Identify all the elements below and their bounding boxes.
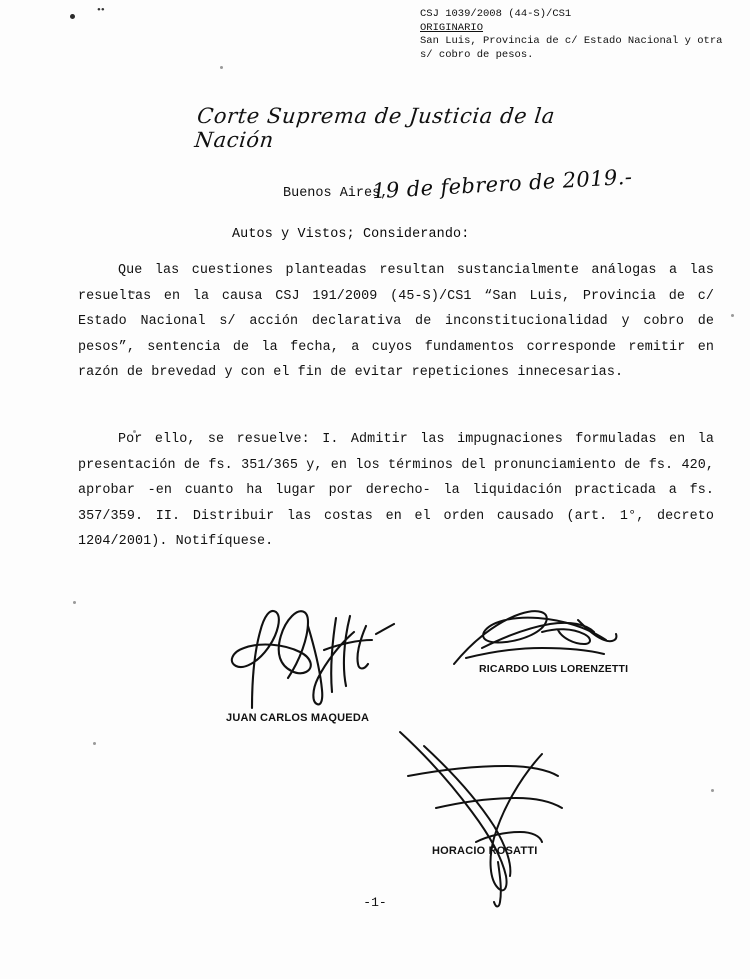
- handwritten-signature-maqueda: [208, 586, 428, 726]
- case-caption: [420, 8, 722, 62]
- scan-artifact-mark: •‍•: [97, 4, 105, 16]
- caption-case-number: CSJ 1039/2008 (44-S)/CS1: [420, 8, 572, 20]
- handwritten-date: 19 de febrero de 2019.-: [371, 164, 633, 204]
- opening-formula: Autos y Vistos; Considerando:: [232, 227, 470, 242]
- scan-artifact-mark: [70, 14, 75, 19]
- caption-kind: ORIGINARIO: [420, 21, 484, 34]
- signature-name-lorenzetti: RICARDO LUIS LORENZETTI: [479, 663, 629, 675]
- paragraph-2-text: Por ello, se resuelve: I. Admitir las impugnaciones formuladas en la presentación de fs. 351/365 y, en los términos del pronunciamiento de fs. 420, aprobar -en cuanto ha lugar por derecho- la liquidación practicada a fs. 357/359. II. Distribuir las costas en el orden causado (art. 1°, decreto 1204/2001). Notifíquese.: [78, 432, 714, 550]
- place-label: Buenos Aires,: [283, 186, 389, 201]
- caption-parties-line-1: San Luis, Provincia de c/ Estado Nacional y otra: [420, 35, 723, 47]
- caption-parties-line-2: s/ cobro de pesos.: [420, 48, 534, 61]
- paragraph-1-text: Que las cuestiones planteadas resultan sustancialmente análogas a las resueltas en la causa CSJ 191/2009 (45-S)/CS1 “San Luis, Provincia de c/ Estado Nacional s/ acción declarativa de inconstitucionalidad y cobro de pesos”, sentencia de la fecha, a cuyos fundamentos corresponde remitir en razón de brevedad y con el fin de evitar repeticiones innecesarias.: [78, 263, 714, 381]
- scan-speck: [731, 314, 734, 317]
- signature-name-rosatti: HORACIO ROSATTI: [432, 845, 538, 857]
- paragraph-considerando: [78, 258, 714, 386]
- scan-speck: [73, 601, 76, 604]
- paragraph-resuelve: [78, 427, 714, 555]
- page-number: -1-: [363, 895, 387, 910]
- signature-name-maqueda: JUAN CARLOS MAQUEDA: [226, 712, 370, 724]
- scan-speck: [711, 789, 714, 792]
- scan-speck: [220, 66, 223, 69]
- handwritten-signature-rosatti: [380, 712, 600, 912]
- scan-speck: [93, 742, 96, 745]
- court-name: Corte Suprema de Justicia de la Nación: [193, 104, 557, 152]
